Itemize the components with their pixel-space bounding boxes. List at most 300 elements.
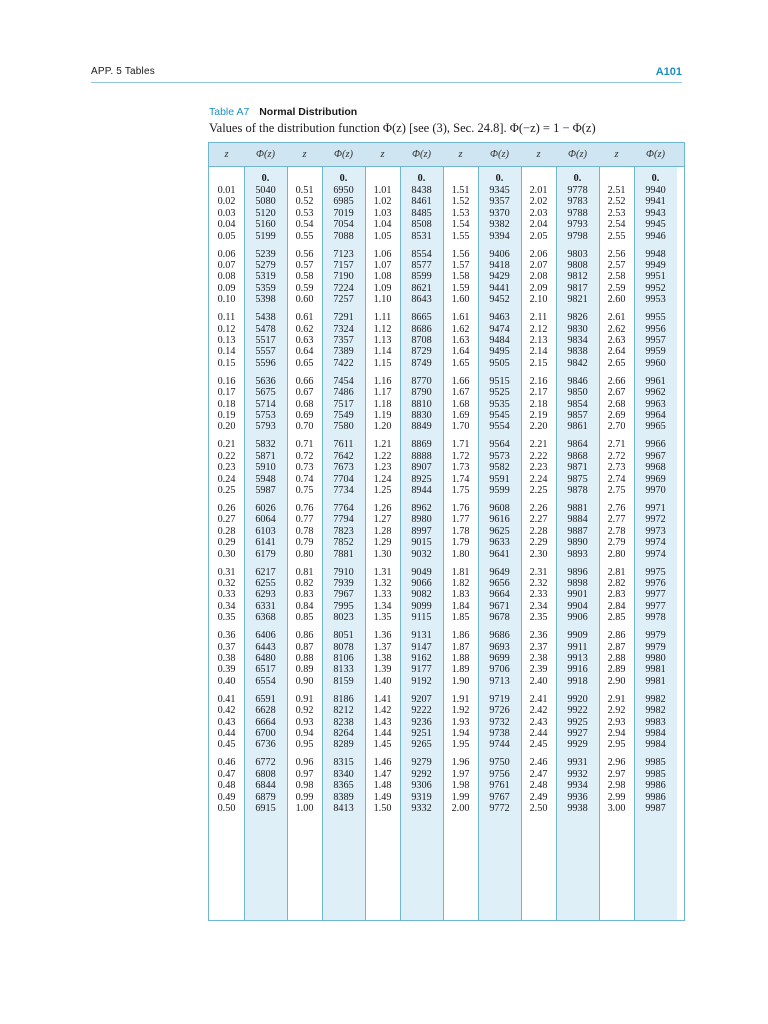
z-value: 0.21 xyxy=(217,439,236,451)
phi-value: 9656 xyxy=(489,578,510,589)
z-value: 1.88 xyxy=(451,653,470,664)
z-value: 1.01 xyxy=(373,185,392,196)
z-value: 1.05 xyxy=(373,230,392,242)
phi-value: 9918 xyxy=(567,675,588,687)
z-value: 1.14 xyxy=(373,346,392,358)
phi-value: 9441 xyxy=(489,282,510,294)
z-value: 1.96 xyxy=(451,757,470,769)
phi-value: 9761 xyxy=(489,780,510,792)
z-value: 2.87 xyxy=(607,641,626,653)
z-value: 1.89 xyxy=(451,664,470,676)
phi-value: 6664 xyxy=(255,716,276,728)
phi-value: 9963 xyxy=(645,398,666,410)
z-value: 0.70 xyxy=(295,421,314,433)
z-value: 0.07 xyxy=(217,260,236,271)
phi-value: 7454 xyxy=(333,375,354,387)
z-value: 2.42 xyxy=(529,705,548,717)
z-value: 2.66 xyxy=(607,375,626,387)
z-value: 0.90 xyxy=(295,675,314,687)
header-phi: Φ(z) xyxy=(645,149,666,160)
phi-value: 9474 xyxy=(489,323,510,335)
phi-value: 9686 xyxy=(489,630,510,642)
phi-value: 8051 xyxy=(333,630,354,642)
phi-value: 9099 xyxy=(411,600,432,612)
phi-value: 6915 xyxy=(255,803,276,814)
z-value: 2.81 xyxy=(607,566,626,578)
table-header xyxy=(209,143,684,167)
z-value: 1.17 xyxy=(373,387,392,399)
z-value: 0.94 xyxy=(295,728,314,739)
phi-value: 9953 xyxy=(645,294,666,306)
z-value: 1.71 xyxy=(451,439,470,451)
phi-value: 7291 xyxy=(333,312,354,324)
phi-value: 9082 xyxy=(411,589,432,601)
phi-prefix: 0. xyxy=(261,173,270,184)
phi-value: 9738 xyxy=(489,728,510,739)
phi-value: 9986 xyxy=(645,780,666,792)
z-value: 1.12 xyxy=(373,323,392,335)
z-value: 2.57 xyxy=(607,260,626,271)
z-value: 1.15 xyxy=(373,357,392,369)
phi-value: 8461 xyxy=(411,196,432,208)
z-value: 1.58 xyxy=(451,271,470,283)
header-z: z xyxy=(380,149,385,160)
phi-value: 8790 xyxy=(411,387,432,399)
phi-value: 5040 xyxy=(255,185,276,196)
phi-value: 6700 xyxy=(255,728,276,739)
phi-value: 5871 xyxy=(255,450,276,462)
phi-value: 9967 xyxy=(645,450,666,462)
z-value: 2.05 xyxy=(529,230,548,242)
z-value: 2.94 xyxy=(607,728,626,739)
phi-value: 9906 xyxy=(567,612,588,624)
z-value: 0.39 xyxy=(217,664,236,676)
z-value: 0.22 xyxy=(217,450,236,462)
z-value: 2.67 xyxy=(607,387,626,399)
z-value: 2.96 xyxy=(607,757,626,769)
phi-value: 9987 xyxy=(645,803,666,814)
z-value: 1.79 xyxy=(451,537,470,549)
phi-value: 7190 xyxy=(333,271,354,283)
z-value: 1.32 xyxy=(373,578,392,589)
phi-value: 5120 xyxy=(255,207,276,219)
z-value: 0.82 xyxy=(295,578,314,589)
z-value: 2.52 xyxy=(607,196,626,208)
z-value: 0.30 xyxy=(217,548,236,560)
phi-value: 9236 xyxy=(411,716,432,728)
phi-value: 9429 xyxy=(489,271,510,283)
z-value: 1.35 xyxy=(373,612,392,624)
phi-value: 9959 xyxy=(645,346,666,358)
phi-value: 9893 xyxy=(567,548,588,560)
z-value: 0.96 xyxy=(295,757,314,769)
phi-value: 9616 xyxy=(489,514,510,526)
phi-value: 8962 xyxy=(411,503,432,514)
phi-value: 9778 xyxy=(567,185,588,196)
phi-value: 7123 xyxy=(333,248,354,260)
phi-value: 5279 xyxy=(255,260,276,271)
phi-value: 8485 xyxy=(411,207,432,219)
phi-value: 9463 xyxy=(489,312,510,324)
z-value: 0.29 xyxy=(217,537,236,549)
phi-value: 9938 xyxy=(567,803,588,814)
z-value: 1.77 xyxy=(451,514,470,526)
z-value: 2.06 xyxy=(529,248,548,260)
z-value: 1.95 xyxy=(451,739,470,751)
phi-value: 9693 xyxy=(489,641,510,653)
phi-value: 9554 xyxy=(489,421,510,433)
z-value: 0.44 xyxy=(217,728,236,739)
z-value: 0.76 xyxy=(295,503,314,514)
phi-value: 5714 xyxy=(255,398,276,410)
z-value: 2.35 xyxy=(529,612,548,624)
phi-value: 5239 xyxy=(255,248,276,260)
header-z: z xyxy=(614,149,619,160)
z-value: 2.18 xyxy=(529,398,548,410)
phi-value: 6368 xyxy=(255,612,276,624)
phi-value: 9982 xyxy=(645,705,666,717)
phi-value: 9960 xyxy=(645,357,666,369)
phi-value: 9881 xyxy=(567,503,588,514)
z-value: 1.90 xyxy=(451,675,470,687)
phi-value: 8686 xyxy=(411,323,432,335)
phi-value: 6103 xyxy=(255,525,276,537)
z-value: 0.38 xyxy=(217,653,236,664)
phi-value: 7157 xyxy=(333,260,354,271)
phi-value: 8599 xyxy=(411,271,432,283)
z-value: 1.64 xyxy=(451,346,470,358)
phi-value: 9979 xyxy=(645,630,666,642)
z-value: 1.41 xyxy=(373,693,392,705)
z-value: 1.19 xyxy=(373,410,392,421)
phi-value: 6517 xyxy=(255,664,276,676)
phi-value: 9961 xyxy=(645,375,666,387)
z-value: 1.67 xyxy=(451,387,470,399)
z-value: 1.33 xyxy=(373,589,392,601)
phi-value: 9943 xyxy=(645,207,666,219)
phi-value: 8508 xyxy=(411,219,432,231)
phi-value: 9864 xyxy=(567,439,588,451)
header-phi: Φ(z) xyxy=(567,149,588,160)
phi-value: 8264 xyxy=(333,728,354,739)
z-value: 0.26 xyxy=(217,503,236,514)
z-value: 1.24 xyxy=(373,473,392,485)
phi-value: 9767 xyxy=(489,791,510,803)
z-value: 0.80 xyxy=(295,548,314,560)
z-value: 0.57 xyxy=(295,260,314,271)
phi-value: 6026 xyxy=(255,503,276,514)
phi-value: 8159 xyxy=(333,675,354,687)
z-value: 1.06 xyxy=(373,248,392,260)
z-value: 2.33 xyxy=(529,589,548,601)
phi-value: 5398 xyxy=(255,294,276,306)
z-value: 0.84 xyxy=(295,600,314,612)
z-value: 0.15 xyxy=(217,357,236,369)
header-z: z xyxy=(224,149,229,160)
phi-value: 8078 xyxy=(333,641,354,653)
phi-value: 9418 xyxy=(489,260,510,271)
z-value: 0.32 xyxy=(217,578,236,589)
z-value: 0.04 xyxy=(217,219,236,231)
phi-value: 6844 xyxy=(255,780,276,792)
phi-value: 9846 xyxy=(567,375,588,387)
phi-value: 7910 xyxy=(333,566,354,578)
z-value: 2.24 xyxy=(529,473,548,485)
phi-value: 9625 xyxy=(489,525,510,537)
phi-value: 9744 xyxy=(489,739,510,751)
z-value: 2.13 xyxy=(529,335,548,346)
z-value: 0.98 xyxy=(295,780,314,792)
phi-value: 9952 xyxy=(645,282,666,294)
z-value: 0.61 xyxy=(295,312,314,324)
phi-value: 9964 xyxy=(645,410,666,421)
z-value: 1.81 xyxy=(451,566,470,578)
phi-value: 8577 xyxy=(411,260,432,271)
phi-value: 9929 xyxy=(567,739,588,751)
z-value: 2.90 xyxy=(607,675,626,687)
z-value: 0.92 xyxy=(295,705,314,717)
phi-value: 7088 xyxy=(333,230,354,242)
phi-value: 9382 xyxy=(489,219,510,231)
z-value: 0.31 xyxy=(217,566,236,578)
phi-value: 9983 xyxy=(645,716,666,728)
phi-value: 9495 xyxy=(489,346,510,358)
phi-value: 9641 xyxy=(489,548,510,560)
z-value: 2.51 xyxy=(607,185,626,196)
phi-value: 5199 xyxy=(255,230,276,242)
z-value: 0.09 xyxy=(217,282,236,294)
z-value: 0.20 xyxy=(217,421,236,433)
phi-value: 9904 xyxy=(567,600,588,612)
z-value: 2.92 xyxy=(607,705,626,717)
phi-value: 9984 xyxy=(645,728,666,739)
phi-value: 9772 xyxy=(489,803,510,814)
z-value: 2.19 xyxy=(529,410,548,421)
phi-value: 9982 xyxy=(645,693,666,705)
z-value: 2.60 xyxy=(607,294,626,306)
phi-value: 5359 xyxy=(255,282,276,294)
z-value: 2.99 xyxy=(607,791,626,803)
phi-value: 5987 xyxy=(255,485,276,496)
phi-value: 9808 xyxy=(567,260,588,271)
phi-value: 8315 xyxy=(333,757,354,769)
z-value: 1.03 xyxy=(373,207,392,219)
z-value: 1.68 xyxy=(451,398,470,410)
z-value: 2.58 xyxy=(607,271,626,283)
phi-value: 7881 xyxy=(333,548,354,560)
phi-value: 9147 xyxy=(411,641,432,653)
z-value: 2.39 xyxy=(529,664,548,676)
z-value: 2.62 xyxy=(607,323,626,335)
z-value: 2.56 xyxy=(607,248,626,260)
z-value: 1.21 xyxy=(373,439,392,451)
phi-value: 7257 xyxy=(333,294,354,306)
z-value: 0.01 xyxy=(217,185,236,196)
phi-value: 5557 xyxy=(255,346,276,358)
z-value: 2.34 xyxy=(529,600,548,612)
phi-value: 9968 xyxy=(645,462,666,474)
z-value: 1.38 xyxy=(373,653,392,664)
z-value: 2.00 xyxy=(451,803,470,814)
z-value: 0.73 xyxy=(295,462,314,474)
phi-value: 9975 xyxy=(645,566,666,578)
phi-value: 9292 xyxy=(411,768,432,780)
phi-value: 8238 xyxy=(333,716,354,728)
z-value: 1.40 xyxy=(373,675,392,687)
phi-value: 6480 xyxy=(255,653,276,664)
phi-value: 9834 xyxy=(567,335,588,346)
z-value: 1.43 xyxy=(373,716,392,728)
phi-value: 5910 xyxy=(255,462,276,474)
phi-value: 9306 xyxy=(411,780,432,792)
phi-value: 8389 xyxy=(333,791,354,803)
z-value: 1.57 xyxy=(451,260,470,271)
phi-value: 5793 xyxy=(255,421,276,433)
phi-prefix: 0. xyxy=(339,173,348,184)
phi-value: 9976 xyxy=(645,578,666,589)
z-value: 1.44 xyxy=(373,728,392,739)
table-caption: Values of the distribution function Φ(z) [see (3), Sec. 24.8]. Φ(−z) = 1 − Φ(z) xyxy=(209,121,596,135)
phi-value: 9394 xyxy=(489,230,510,242)
z-value: 0.93 xyxy=(295,716,314,728)
z-value: 0.18 xyxy=(217,398,236,410)
phi-value: 9279 xyxy=(411,757,432,769)
z-value: 0.69 xyxy=(295,410,314,421)
phi-value: 9678 xyxy=(489,612,510,624)
z-value: 1.22 xyxy=(373,450,392,462)
phi-value: 9699 xyxy=(489,653,510,664)
phi-prefix: 0. xyxy=(573,173,582,184)
phi-value: 9713 xyxy=(489,675,510,687)
z-value: 2.68 xyxy=(607,398,626,410)
z-value: 1.30 xyxy=(373,548,392,560)
phi-value: 8749 xyxy=(411,357,432,369)
z-value: 2.29 xyxy=(529,537,548,549)
z-value: 0.55 xyxy=(295,230,314,242)
phi-value: 9946 xyxy=(645,230,666,242)
z-value: 2.12 xyxy=(529,323,548,335)
z-value: 2.77 xyxy=(607,514,626,526)
header-phi: Φ(z) xyxy=(411,149,432,160)
phi-value: 7357 xyxy=(333,335,354,346)
phi-value: 9842 xyxy=(567,357,588,369)
phi-value: 9821 xyxy=(567,294,588,306)
phi-value: 8643 xyxy=(411,294,432,306)
phi-value: 9884 xyxy=(567,514,588,526)
z-value: 1.18 xyxy=(373,398,392,410)
z-value: 0.24 xyxy=(217,473,236,485)
phi-value: 7939 xyxy=(333,578,354,589)
phi-value: 8340 xyxy=(333,768,354,780)
z-value: 0.41 xyxy=(217,693,236,705)
phi-value: 9599 xyxy=(489,485,510,496)
phi-value: 8907 xyxy=(411,462,432,474)
z-value: 1.69 xyxy=(451,410,470,421)
phi-value: 7995 xyxy=(333,600,354,612)
phi-value: 8849 xyxy=(411,421,432,433)
phi-value: 8925 xyxy=(411,473,432,485)
phi-value: 9957 xyxy=(645,335,666,346)
z-value: 0.40 xyxy=(217,675,236,687)
phi-value: 7794 xyxy=(333,514,354,526)
z-value: 1.74 xyxy=(451,473,470,485)
z-value: 1.55 xyxy=(451,230,470,242)
phi-value: 8023 xyxy=(333,612,354,624)
z-value: 0.87 xyxy=(295,641,314,653)
phi-value: 9898 xyxy=(567,578,588,589)
z-value: 2.36 xyxy=(529,630,548,642)
z-value: 1.82 xyxy=(451,578,470,589)
z-value: 2.65 xyxy=(607,357,626,369)
phi-value: 9941 xyxy=(645,196,666,208)
z-value: 1.51 xyxy=(451,185,470,196)
phi-value: 6255 xyxy=(255,578,276,589)
z-value: 2.31 xyxy=(529,566,548,578)
phi-value: 8810 xyxy=(411,398,432,410)
z-value: 2.86 xyxy=(607,630,626,642)
z-value: 1.63 xyxy=(451,335,470,346)
z-value: 2.59 xyxy=(607,282,626,294)
phi-value: 6985 xyxy=(333,196,354,208)
z-value: 0.19 xyxy=(217,410,236,421)
z-value: 1.84 xyxy=(451,600,470,612)
z-value: 0.75 xyxy=(295,485,314,496)
z-value: 0.34 xyxy=(217,600,236,612)
z-value: 2.91 xyxy=(607,693,626,705)
phi-value: 7580 xyxy=(333,421,354,433)
z-value: 0.60 xyxy=(295,294,314,306)
phi-value: 9115 xyxy=(411,612,432,624)
z-value: 1.07 xyxy=(373,260,392,271)
z-value: 0.77 xyxy=(295,514,314,526)
z-value: 2.10 xyxy=(529,294,548,306)
phi-value: 9970 xyxy=(645,485,666,496)
z-value: 1.20 xyxy=(373,421,392,433)
phi-value: 9979 xyxy=(645,641,666,653)
phi-value: 9251 xyxy=(411,728,432,739)
phi-value: 9955 xyxy=(645,312,666,324)
z-value: 0.67 xyxy=(295,387,314,399)
z-value: 2.61 xyxy=(607,312,626,324)
z-value: 0.88 xyxy=(295,653,314,664)
z-value: 0.74 xyxy=(295,473,314,485)
phi-value: 9948 xyxy=(645,248,666,260)
z-value: 2.55 xyxy=(607,230,626,242)
z-value: 2.43 xyxy=(529,716,548,728)
z-value: 2.44 xyxy=(529,728,548,739)
z-value: 0.12 xyxy=(217,323,236,335)
phi-value: 9406 xyxy=(489,248,510,260)
z-value: 0.45 xyxy=(217,739,236,751)
phi-value: 9986 xyxy=(645,791,666,803)
z-value: 2.71 xyxy=(607,439,626,451)
phi-value: 9515 xyxy=(489,375,510,387)
phi-value: 9932 xyxy=(567,768,588,780)
z-value: 2.20 xyxy=(529,421,548,433)
z-value: 0.63 xyxy=(295,335,314,346)
phi-value: 9931 xyxy=(567,757,588,769)
phi-value: 5438 xyxy=(255,312,276,324)
phi-value: 6179 xyxy=(255,548,276,560)
z-value: 2.84 xyxy=(607,600,626,612)
z-value: 1.27 xyxy=(373,514,392,526)
z-value: 2.89 xyxy=(607,664,626,676)
z-value: 1.11 xyxy=(373,312,392,324)
z-value: 2.11 xyxy=(529,312,548,324)
z-value: 1.49 xyxy=(373,791,392,803)
phi-value: 5319 xyxy=(255,271,276,283)
phi-value: 9726 xyxy=(489,705,510,717)
